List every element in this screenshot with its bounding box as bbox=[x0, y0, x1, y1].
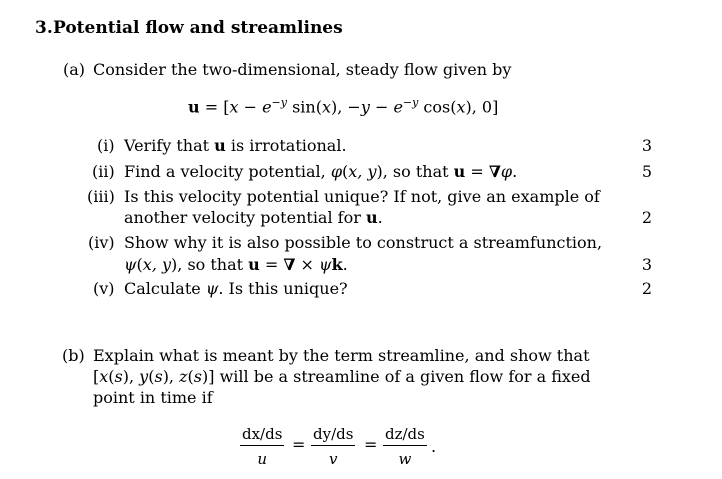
question-title: Potential flow and streamlines bbox=[53, 18, 343, 38]
item-i-text: Verify that u is irrotational. bbox=[124, 136, 347, 155]
fraction-dx-num: dx/ds bbox=[242, 425, 283, 443]
part-a-label: (a) bbox=[63, 60, 86, 79]
item-ii-text: Find a velocity potential, φ(x, y), so that u = ∇φ. bbox=[124, 162, 518, 181]
part-b-line3: point in time if bbox=[93, 388, 213, 407]
part-b-label: (b) bbox=[62, 346, 85, 365]
equals-sign-1: = bbox=[292, 435, 306, 454]
item-iii-line1: Is this velocity potential unique? If not, give an example of bbox=[124, 187, 600, 206]
fraction-dy-num: dy/ds bbox=[313, 425, 354, 443]
item-v-marks: 2 bbox=[641, 279, 652, 298]
item-iv-marks: 3 bbox=[641, 255, 652, 274]
item-i-marks: 3 bbox=[641, 136, 652, 155]
fraction-dz bbox=[383, 425, 427, 468]
item-v-label: (v) bbox=[93, 279, 115, 298]
part-b-line1: Explain what is meant by the term streamline, and show that bbox=[93, 346, 590, 365]
fraction-dy bbox=[311, 425, 355, 468]
item-iii-line2: another velocity potential for u. bbox=[124, 208, 383, 227]
part-a-intro: Consider the two-dimensional, steady flow given by bbox=[93, 60, 512, 79]
equation-end-period: . bbox=[431, 437, 437, 456]
item-iv-line2: ψ(x, y), so that u = ∇ × ψk. bbox=[124, 255, 348, 274]
item-ii-label: (ii) bbox=[92, 162, 115, 181]
item-ii-marks: 5 bbox=[641, 162, 652, 181]
question-number: 3. bbox=[35, 18, 53, 38]
part-a-equation: $u = [x - e^{-y}$ sin(x), $-y - e^{-y}$ cos(x), 0] bbox=[188, 96, 499, 117]
item-iii-marks: 2 bbox=[641, 208, 652, 227]
fraction-dz-den: w bbox=[398, 450, 412, 468]
item-v-text: Calculate ψ. Is this unique? bbox=[124, 279, 348, 298]
item-iii-label: (iii) bbox=[87, 187, 115, 206]
equals-sign-2: = bbox=[364, 435, 378, 454]
part-b-line2: [x(s), y(s), z(s)] will be a streamline of a given flow for a fixed bbox=[93, 367, 591, 386]
fraction-dz-num: dz/ds bbox=[385, 425, 425, 443]
item-iv-line1: Show why it is also possible to construct a streamfunction, bbox=[124, 233, 603, 252]
fraction-dy-den: v bbox=[328, 450, 338, 468]
fraction-dx bbox=[240, 425, 284, 468]
item-i-label: (i) bbox=[97, 136, 115, 155]
fraction-dx-den: u bbox=[257, 450, 268, 468]
item-iv-label: (iv) bbox=[88, 233, 115, 252]
